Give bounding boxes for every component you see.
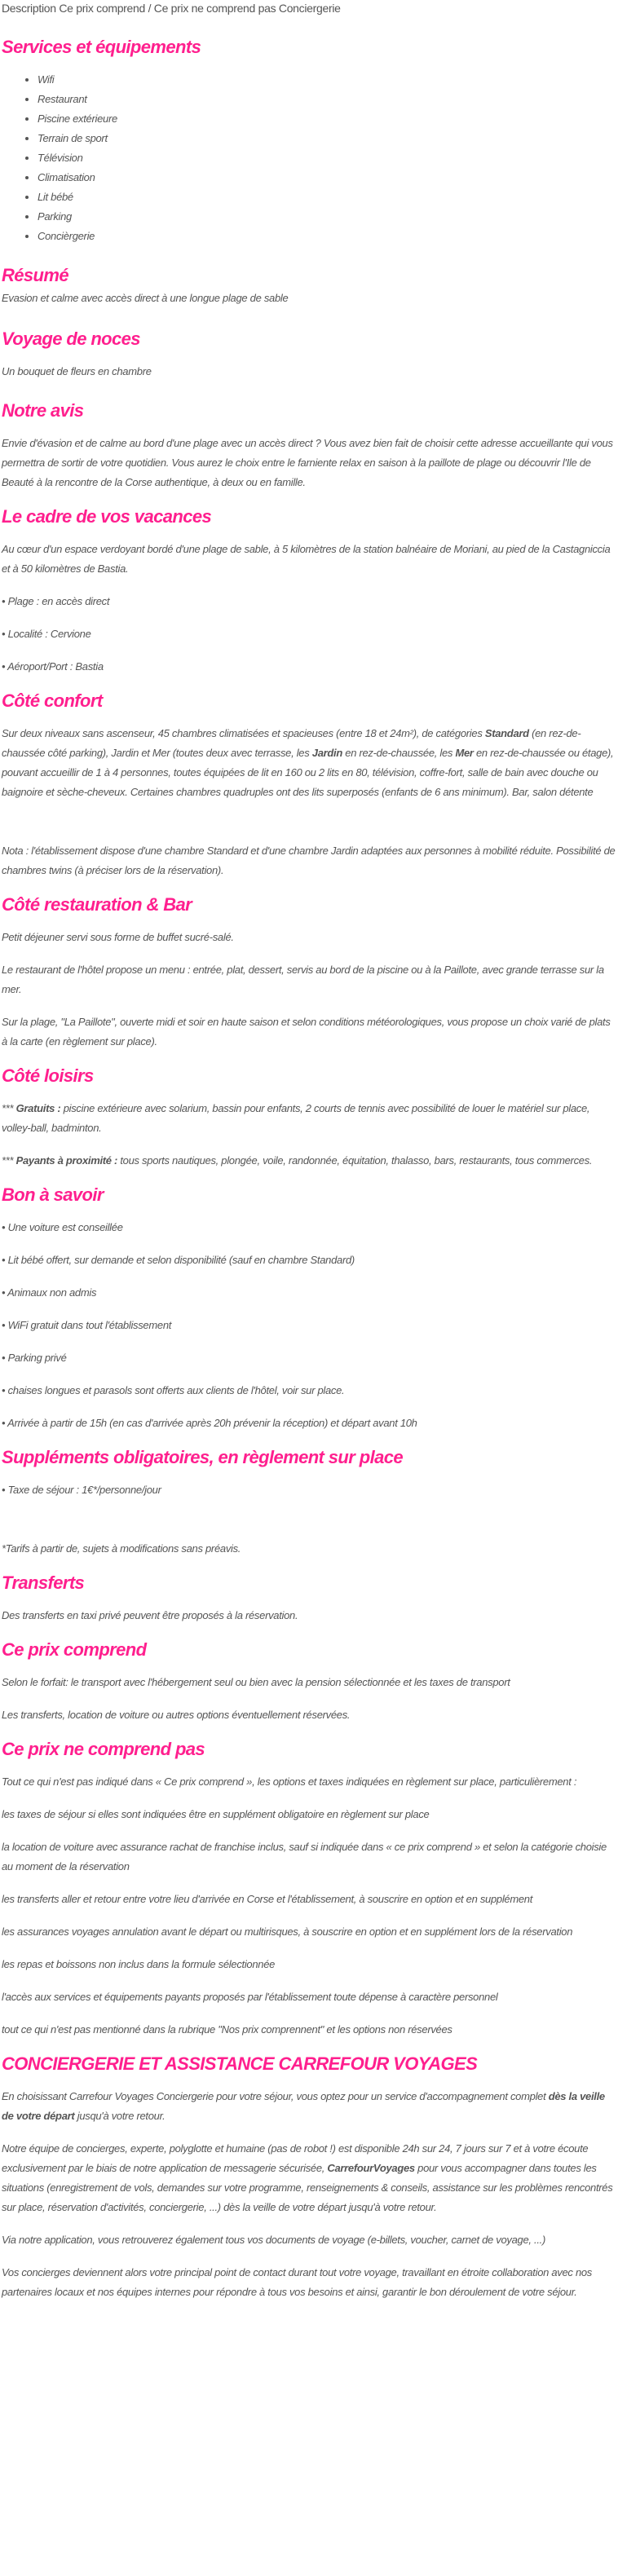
- supplement-item: • Taxe de séjour : 1€*/personne/jour: [2, 1484, 161, 1496]
- bold-segment: Jardin: [311, 747, 342, 759]
- leisure-section: [2, 1065, 616, 1171]
- breadcrumb: Description Ce prix comprend / Ce prix ne comprend pas Conciergerie: [2, 2, 341, 15]
- setting-section: [2, 505, 616, 677]
- concierge-text: Via notre application, vous retrouverez également tous vos documents de voyage (e-billets, voucher, carnet de voyage, ...): [2, 2234, 546, 2246]
- dining-text: Le restaurant de l'hôtel propose un menu : entrée, plat, dessert, servis au bord de la piscine ou à la Paillote, avec grande terrasse sur la mer.: [2, 964, 604, 995]
- concierge-text: Vos concierges deviennent alors votre principal point de contact durant tout votre voyage, travaillant en étroite collaboration avec nos partenaires locaux et nos équipes internes pour répondre à tous vos besoins et ainsi, garantir le bon déroulement de votre séjour.: [2, 2266, 593, 2298]
- opinion-text: Envie d'évasion et de calme au bord d'une plage avec un accès direct ? Vous avez bien fait de choisir cette adresse accueillante qui vous permettra de sortir de votre quotidien. Vous aurez le choix entre le farniente relax en saison à la paillote de plage ou découvrir l'Ile de Beauté à la rencontre de la Corse authentique, à deux ou en famille.: [2, 437, 613, 488]
- transfers-section: [2, 1572, 616, 1625]
- section-title: Voyage de noces: [2, 329, 140, 349]
- list-item: • Télévision: [38, 148, 616, 168]
- text-segment: piscine extérieure avec solarium, bassin pour enfants, 2 courts de tennis avec possibilité de louer le matériel sur place, volley-ball, badminton.: [2, 1102, 590, 1134]
- info-item: • Parking privé: [2, 1352, 67, 1364]
- section-title: Notre avis: [2, 400, 84, 421]
- section-title: Résumé: [2, 265, 68, 285]
- text-segment: ***: [2, 1102, 16, 1114]
- text-segment: ***: [2, 1154, 16, 1167]
- text-segment: Sur deux niveaux sans ascenseur, 45 chambres climatisées et spacieuses (entre 18 et 24m²), de catégories: [2, 727, 485, 739]
- section-title: Côté confort: [2, 690, 103, 711]
- included-item: Les transferts, location de voiture ou autres options éventuellement réservées.: [2, 1709, 351, 1721]
- transfers-text: Des transferts en taxi privé peuvent être proposés à la réservation.: [2, 1609, 298, 1621]
- included-section: [2, 1639, 616, 1725]
- info-item: • Animaux non admis: [2, 1286, 97, 1299]
- section-title: Services et équipements: [2, 37, 201, 57]
- section-title: Le cadre de vos vacances: [2, 506, 212, 527]
- section-title: CONCIERGERIE ET ASSISTANCE CARREFOUR VOYAGES: [2, 2053, 478, 2074]
- spacer: [2, 815, 616, 841]
- leisure-paid: [2, 1151, 616, 1171]
- comfort-section: [2, 690, 616, 880]
- text-segment: en rez-de-chaussée, les: [342, 747, 456, 759]
- bold-segment: Payants à proximité :: [15, 1154, 118, 1167]
- dining-text: Sur la plage, "La Paillote", ouverte midi et soir en haute saison et selon conditions météorologiques, vous propose un choix varié de plats à la carte (en règlement sur place).: [2, 1016, 611, 1048]
- not-included-item: les transferts aller et retour entre votre lieu d'arrivée en Corse et l'établissement, à souscrire en option et en supplément: [2, 1893, 533, 1905]
- section-title: Ce prix ne comprend pas: [2, 1739, 205, 1759]
- info-item: • Arrivée à partir de 15h (en cas d'arrivée après 20h prévenir la réception) et départ avant 10h: [2, 1417, 417, 1429]
- info-item: • Une voiture est conseillée: [2, 1221, 123, 1233]
- concierge-section: [2, 2053, 616, 2302]
- not-included-item: la location de voiture avec assurance rachat de franchise inclus, sauf si indiquée dans « ce prix comprend » et selon la catégorie choisie au moment de la réservation: [2, 1841, 607, 1872]
- supplements-section: [2, 1446, 616, 1559]
- setting-item: • Localité : Cervione: [2, 628, 91, 640]
- supplement-note: *Tarifs à partir de, sujets à modifications sans préavis.: [2, 1542, 241, 1555]
- setting-text: Au cœur d'un espace verdoyant bordé d'une plage de sable, à 5 kilomètres de la station balnéaire de Moriani, au pied de la Castagniccia et à 50 kilomètres de Bastia.: [2, 543, 611, 575]
- not-included-item: les taxes de séjour si elles sont indiquées être en supplément obligatoire en règlement sur place: [2, 1808, 430, 1820]
- included-item: Selon le forfait: le transport avec l'hébergement seul ou bien avec la pension sélectionnée et les taxes de transport: [2, 1676, 510, 1688]
- setting-item: • Aéroport/Port : Bastia: [2, 660, 104, 673]
- honeymoon-text: Un bouquet de fleurs en chambre: [2, 365, 152, 377]
- list-item: • Piscine extérieure: [38, 109, 616, 129]
- list-item: • Terrain de sport: [38, 129, 616, 148]
- honeymoon-section: [2, 328, 616, 382]
- concierge-text: [2, 2087, 616, 2126]
- not-included-item: l'accès aux services et équipements payants proposés par l'établissement toute dépense à caractère personnel: [2, 1991, 498, 2003]
- list-item: • Parking: [38, 207, 616, 227]
- good-to-know-section: [2, 1184, 616, 1433]
- not-included-item: tout ce qui n'est pas mentionné dans la rubrique "Nos prix comprennent" et les options non réservées: [2, 2023, 452, 2036]
- text-segment: (en rez-de-chaussée côté parking), Jardin et Mer (toutes deux avec terrasse, les: [2, 727, 581, 759]
- section-title: Suppléments obligatoires, en règlement sur place: [2, 1447, 404, 1467]
- list-item: • Concièrgerie: [38, 227, 616, 246]
- info-item: • chaises longues et parasols sont offerts aux clients de l'hôtel, voir sur place.: [2, 1384, 345, 1396]
- spacer: [2, 1513, 616, 1539]
- text-segment: pour vous accompagner dans toutes les situations (enregistrement de vols, demandes sur votre programme, renseignements & conseils, assistance sur les problèmes rencontrés sur place, réservation d'activités, conciergerie, ...) dès la veille de votre départ jusqu'à votre retour.: [2, 2162, 613, 2213]
- not-included-item: Tout ce qui n'est pas indiqué dans « Ce prix comprend », les options et taxes indiquées en règlement sur place, particulièrement :: [2, 1775, 577, 1788]
- concierge-text: [2, 2139, 616, 2217]
- bold-segment: Gratuits :: [15, 1102, 61, 1114]
- bold-segment: CarrefourVoyages: [327, 2162, 415, 2174]
- section-title: Transferts: [2, 1573, 85, 1593]
- setting-item: • Plage : en accès direct: [2, 595, 110, 607]
- bold-segment: Standard: [484, 727, 529, 739]
- not-included-section: [2, 1738, 616, 2040]
- not-included-item: les repas et boissons non inclus dans la formule sélectionnée: [2, 1958, 276, 1970]
- text-segment: Notre équipe de concierges, experte, polyglotte et humaine (pas de robot !) est disponible 24h sur 24, 7 jours sur 7 et à votre écoute exclusivement par le biais de notre application de messagerie sécurisée,: [2, 2142, 589, 2174]
- info-item: • Lit bébé offert, sur demande et selon disponibilité (sauf en chambre Standard): [2, 1254, 355, 1266]
- dining-text: Petit déjeuner servi sous forme de buffet sucré-salé.: [2, 931, 234, 943]
- comfort-nota: Nota : l'établissement dispose d'une chambre Standard et d'une chambre Jardin adaptées aux personnes à mobilité réduite. Possibilité de chambres twins (à préciser lors de la réservation).: [2, 845, 616, 876]
- bold-segment: dès la veille de votre départ: [2, 2090, 605, 2122]
- section-title: Côté loisirs: [2, 1065, 94, 1086]
- text-segment: jusqu'à votre retour.: [74, 2110, 166, 2122]
- services-list: [2, 70, 616, 246]
- list-item: • Lit bébé: [38, 187, 616, 207]
- list-item: • Climatisation: [38, 168, 616, 187]
- bold-segment: Mer: [455, 747, 474, 759]
- section-title: Ce prix comprend: [2, 1639, 147, 1660]
- list-item: • Restaurant: [38, 90, 616, 109]
- section-title: Côté restauration & Bar: [2, 894, 192, 915]
- list-item: • Wifi: [38, 70, 616, 90]
- text-segment: En choisissant Carrefour Voyages Conciergerie pour votre séjour, vous optez pour un service d'accompagnement complet: [2, 2090, 549, 2102]
- resume-section: [2, 264, 616, 308]
- info-item: • WiFi gratuit dans tout l'établissement: [2, 1319, 172, 1331]
- opinion-section: [2, 399, 616, 492]
- resume-text: Evasion et calme avec accès direct à une longue plage de sable: [2, 292, 289, 304]
- services-section: [2, 36, 616, 246]
- comfort-text: [2, 724, 616, 802]
- text-segment: en rez-de-chaussée ou étage), pouvant accueillir de 1 à 4 personnes, toutes équipées de lit en 160 ou 2 lits en 80, télévision, coffre-fort, salle de bain avec douche ou baignoire et sèche-cheveux. Certaines chambres quadruples ont des lits superposés (enfants de 6 ans minimum). Bar, salon détente: [2, 747, 614, 798]
- leisure-free: [2, 1099, 616, 1138]
- text-segment: tous sports nautiques, plongée, voile, randonnée, équitation, thalasso, bars, restaurants, tous commerces.: [117, 1154, 593, 1167]
- dining-section: [2, 893, 616, 1052]
- not-included-item: les assurances voyages annulation avant le départ ou multirisques, à souscrire en option et en supplément lors de la réservation: [2, 1925, 573, 1938]
- section-title: Bon à savoir: [2, 1184, 104, 1205]
